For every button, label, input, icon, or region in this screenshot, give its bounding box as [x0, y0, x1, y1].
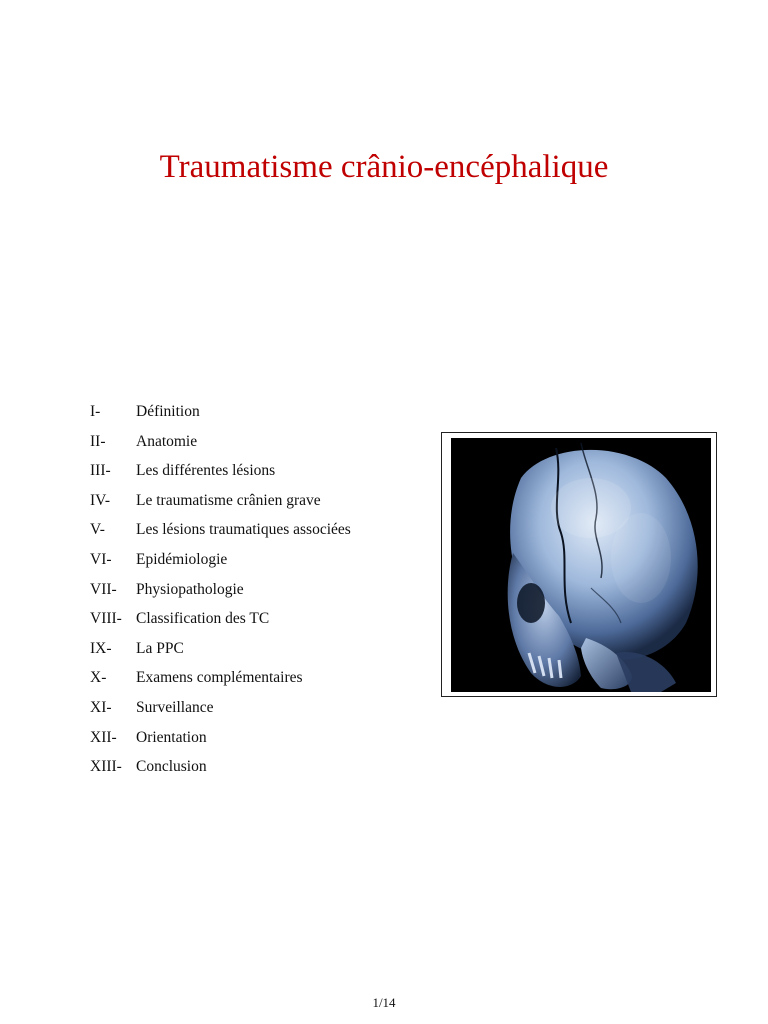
table-of-contents: [90, 399, 351, 784]
toc-item: [90, 725, 351, 755]
skull-ct-image: [451, 438, 711, 692]
toc-item-label: Définition: [136, 403, 200, 420]
toc-item: [90, 754, 351, 784]
toc-item-number: X-: [90, 669, 107, 687]
toc-item: [90, 429, 351, 459]
toc-item-number: VII-: [90, 580, 117, 598]
toc-item-label: Les lésions traumatiques associées: [136, 521, 351, 539]
toc-item-number: III-: [90, 462, 111, 480]
toc-item-number: IX-: [90, 639, 112, 657]
toc-item-label: Epidémiologie: [136, 550, 228, 568]
skull-illustration: [451, 438, 711, 692]
toc-item-number: XI-: [90, 698, 112, 716]
toc-item: [90, 399, 351, 429]
toc-item-number: XII-: [90, 728, 117, 746]
toc-item-number: I-: [90, 403, 101, 420]
page-number: 1/14: [372, 995, 396, 1010]
toc-item-number: XIII-: [90, 758, 122, 776]
toc-item-label: La PPC: [136, 639, 184, 657]
toc-item-label: Classification des TC: [136, 610, 270, 628]
toc-item-label: Examens complémentaires: [136, 669, 303, 687]
toc-item-label: Conclusion: [136, 758, 207, 776]
toc-item: [90, 488, 351, 518]
toc-item-number: V-: [90, 521, 105, 539]
toc-item: [90, 547, 351, 577]
toc-item: [90, 636, 351, 666]
toc-item: [90, 458, 351, 488]
toc-item-label: Anatomie: [136, 432, 198, 450]
toc-item-number: II-: [90, 432, 106, 450]
toc-item: [90, 517, 351, 547]
toc-item: [90, 695, 351, 725]
toc-item-label: Surveillance: [136, 698, 214, 716]
page-title: Traumatisme crânio-encéphalique: [159, 149, 609, 185]
skull-ct-figure: [441, 432, 717, 697]
toc-item: [90, 577, 351, 607]
toc-item-number: IV-: [90, 491, 111, 509]
toc-item-number: VI-: [90, 550, 112, 568]
toc-item-number: VIII-: [90, 610, 122, 628]
toc-item-label: Le traumatisme crânien grave: [136, 491, 321, 509]
toc-item: [90, 665, 351, 695]
toc-item: [90, 606, 351, 636]
toc-item-label: Physiopathologie: [136, 580, 244, 598]
toc-item-label: Orientation: [136, 728, 207, 746]
toc-item-label: Les différentes lésions: [136, 462, 276, 480]
